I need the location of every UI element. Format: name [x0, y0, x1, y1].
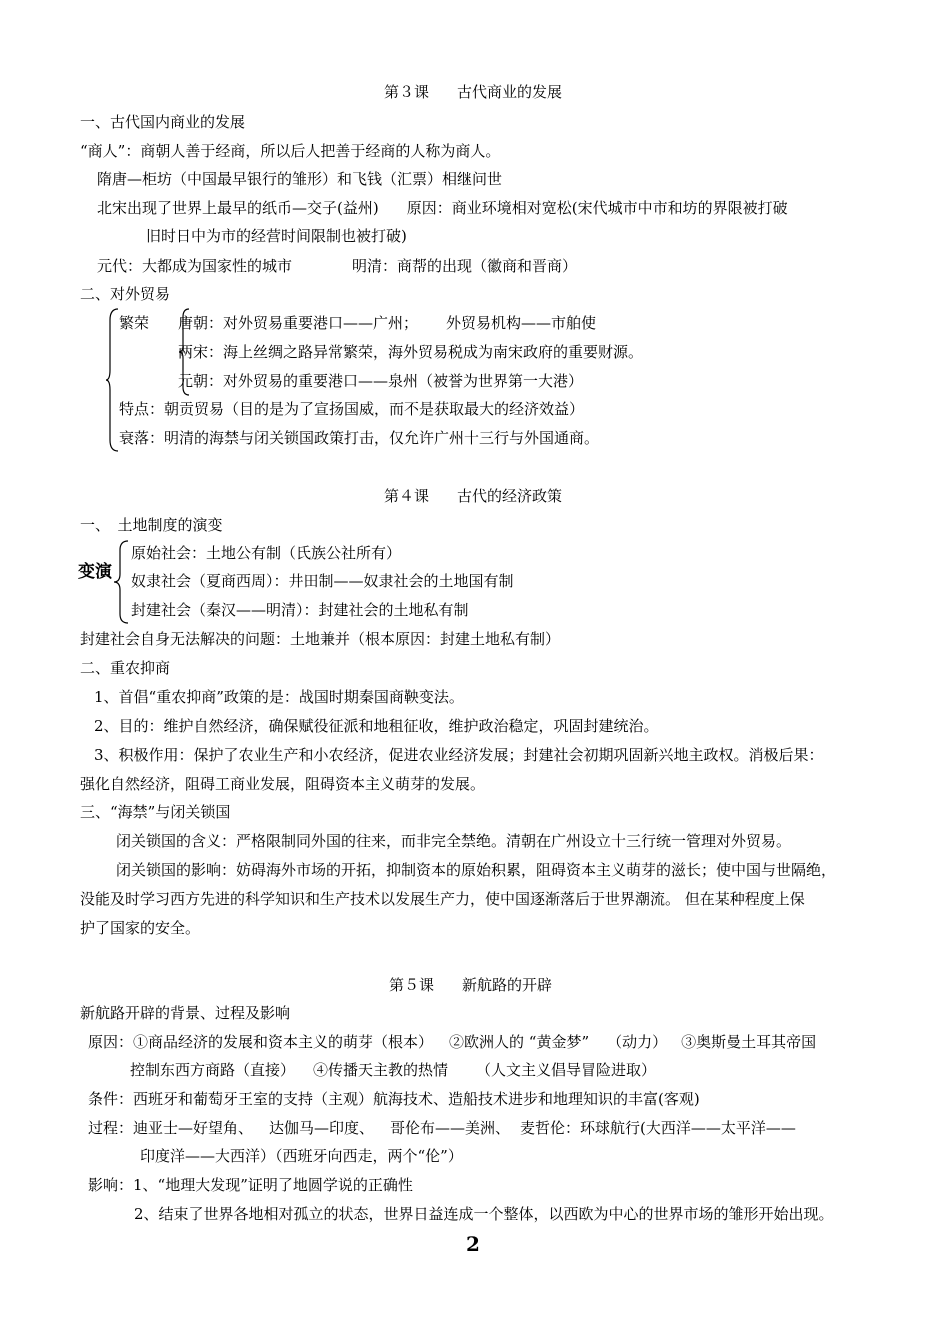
lesson3-section2-heading: 二、对外贸易 [80, 285, 171, 303]
cause-1: 原因：①商品经济的发展和资本主义的萌芽（根本） [88, 1033, 434, 1051]
cause-4-note: （人文主义倡导冒险进取） [476, 1061, 657, 1079]
beisong-line [97, 198, 788, 218]
cause-line-1 [88, 1032, 816, 1052]
land-primitive: 原始社会：土地公有制（氏族公社所有） [131, 544, 402, 562]
zhongnong-item-3: 3、积极作用：保护了农业生产和小农经济，促进农业经济发展；封建社会初期巩固新兴地主政权。消极后果： [94, 746, 824, 764]
page-number: 2 [466, 1232, 480, 1256]
tang-agency: 外贸易机构——市舶使 [446, 314, 597, 332]
haijin-meaning: 闭关锁国的含义：严格限制同外国的往来，而非完全禁绝。清朝在广州设立十三行统一管理对外贸易。 [116, 832, 792, 850]
cause-4: ④传播天主教的热情 [313, 1061, 449, 1079]
yuan-text: 元代：大都成为国家性的城市 [97, 257, 293, 275]
lesson4-number: 第４课 [384, 487, 430, 505]
lesson3-section1-heading: 一、古代国内商业的发展 [80, 113, 246, 131]
zhongnong-item-2: 2、目的：维护自然经济，确保赋役征派和地租征收，维护政治稳定，巩固封建统治。 [94, 717, 659, 735]
shangren-line: “商人”：商朝人善于经商，所以后人把善于经商的人称为商人。 [80, 142, 501, 160]
lesson3-name: 古代商业的发展 [457, 83, 563, 101]
zhongnong-item-3-cont: 强化自然经济，阻碍工商业发展，阻碍资本主义萌芽的发展。 [80, 775, 486, 793]
lesson5-heading: 新航路开辟的背景、过程及影响 [80, 1004, 291, 1022]
suitang-line: 隋唐—柜坊（中国最早银行的雏形）和飞钱（汇票）相继问世 [97, 170, 503, 188]
process-cont: 印度洋——大西洋）（西班牙向西走，两个“伦”） [140, 1147, 463, 1165]
cause-3: ③奥斯曼土耳其帝国 [681, 1033, 817, 1051]
impact-line-2: 2、结束了世界各地相对孤立的状态，世界日益连成一个整体，以西欧为中心的世界市场的雏形开始出现。 [134, 1205, 834, 1223]
lesson4-title [384, 486, 562, 506]
lesson3-number: 第３课 [384, 83, 430, 101]
yuanchao-line: 元朝：对外贸易的重要港口——泉州（被誉为世界第一大港） [178, 372, 584, 390]
mingqing-text: 明清：商帮的出现（徽商和晋商） [352, 257, 578, 275]
land-feudal: 封建社会（秦汉——明清）：封建社会的土地私有制 [131, 601, 469, 619]
yuan-mingqing-line [97, 256, 577, 276]
process-line [88, 1118, 796, 1138]
condition-line: 条件：西班牙和葡萄牙王室的支持（主观）航海技术、造船技术进步和地理知识的丰富(客观) [88, 1090, 700, 1108]
haijin-impact-3: 护了国家的安全。 [80, 919, 201, 937]
process-columbus: 哥伦布——美洲、 [390, 1119, 511, 1137]
lesson5-name: 新航路的开辟 [462, 976, 553, 994]
process-gama: 达伽马—印度、 [269, 1119, 375, 1137]
lesson5-number: 第５课 [389, 976, 435, 994]
lesson4-section3-heading: 三、“海禁”与闭关锁国 [80, 803, 231, 821]
process-dias: 过程：迪亚士—好望角、 [88, 1119, 254, 1137]
shuailuo-line: 衰落：明清的海禁与闭关锁国政策打击，仅允许广州十三行与外国通商。 [119, 429, 600, 447]
lesson4-section2-heading: 二、重农抑商 [80, 659, 171, 677]
cause-2: ②欧洲人的 “黄金梦” [449, 1033, 590, 1051]
land-system-brace-icon [113, 540, 129, 624]
lesson5-title [389, 975, 552, 995]
haijin-impact-1: 闭关锁国的影响：妨碍海外市场的开拓，抑制资本的原始积累，阻碍资本主义萌芽的滋长；使中国与世隔绝， [116, 861, 837, 879]
land-problem: 封建社会自身无法解决的问题：土地兼并（根本原因：封建土地私有制） [80, 630, 561, 648]
song-line: 两宋：海上丝绸之路异常繁荣，海外贸易税成为南宋政府的重要财源。 [178, 343, 644, 361]
haijin-impact-2: 没能及时学习西方先进的科学知识和生产技术以发展生产力，使中国逐渐落后于世界潮流。 但在某种程度上保 [80, 890, 805, 908]
lesson4-name: 古代的经济政策 [457, 487, 563, 505]
beisong-jiaozi: 北宋出现了世界上最早的纸币—交子(益州) [97, 199, 379, 217]
zhongnong-item-1: 1、首倡“重农抑商”政策的是：战国时期秦国商鞅变法。 [94, 688, 464, 706]
cause-line-2 [130, 1060, 656, 1080]
lesson4-section1-heading: 一、 土地制度的演变 [80, 516, 223, 534]
process-magellan: 麦哲伦：环球航行(大西洋——太平洋—— [520, 1119, 796, 1137]
brace-label-bianyan: 变演 [78, 562, 112, 582]
cause-3-cont: 控制东西方商路（直接） [130, 1061, 296, 1079]
outer-brace-icon [105, 308, 119, 452]
lesson3-title [384, 82, 562, 102]
tedian-line: 特点：朝贡贸易（目的是为了宣扬国威，而不是获取最大的经济效益） [119, 400, 585, 418]
beisong-reason-cont: 旧时日中为市的经营时间限制也被打破) [146, 227, 407, 245]
impact-line-1: 影响：1、“地理大发现”证明了地圆学说的正确性 [88, 1176, 413, 1194]
tang-line [178, 313, 596, 333]
cause-2-note: （动力） [607, 1033, 668, 1051]
fanrong-label: 繁荣 [119, 314, 150, 332]
land-slave: 奴隶社会（夏商西周）：井田制——奴隶社会的土地国有制 [131, 572, 514, 590]
beisong-reason: 原因：商业环境相对宽松(宋代城市中市和坊的界限被打破 [406, 199, 788, 217]
tang-port: 唐朝：对外贸易重要港口——广州； [178, 314, 419, 332]
